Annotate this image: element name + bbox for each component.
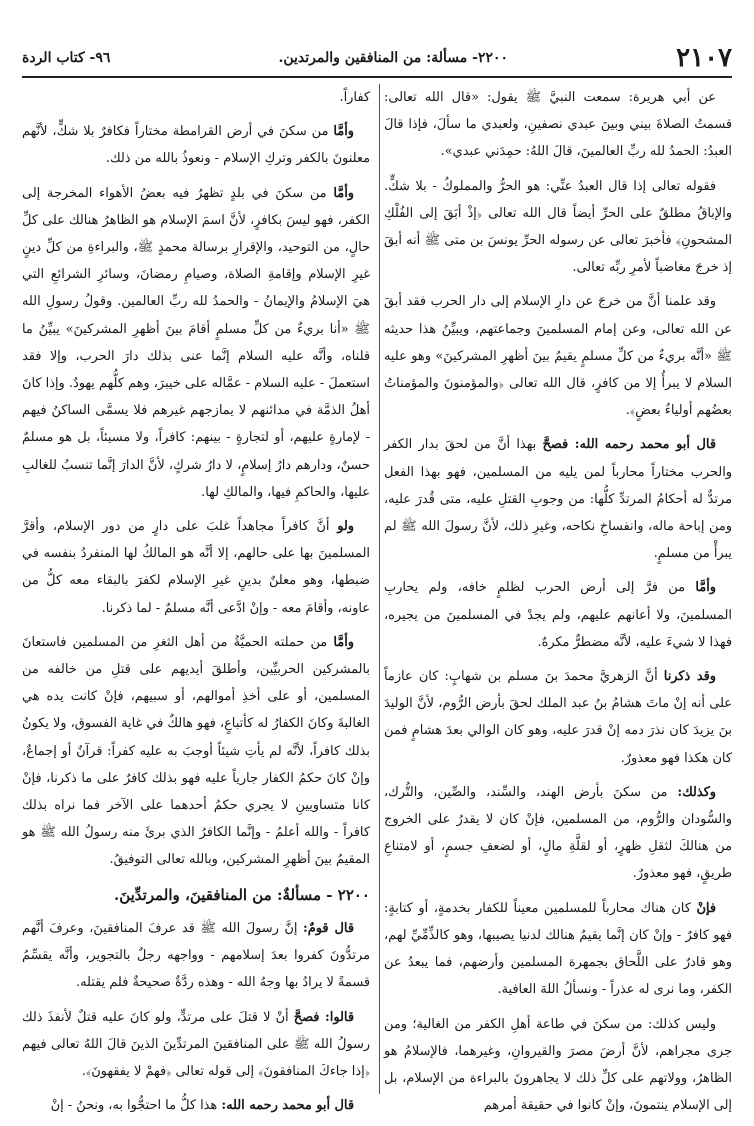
- paragraph: [384, 173, 732, 282]
- book-title: ٩٦- كتاب الردة: [22, 50, 111, 66]
- header-rule: [22, 76, 732, 78]
- paragraph-lead: قال قومٌ:: [303, 920, 354, 936]
- paragraph-text: فقوله تعالى إذا قال العبدُ عنِّي: هو الحرُّ والمملوكُ - بلا شكٍّ. والإباقُ مطلقٌ على الحرِّ أيضاً قال الله تعالى ﴿إذْ أبَقَ إلى الفُلْكِ المشحونِ﴾ فأخبرَ تعالى عن رسوله الحرِّ يونسَ بن متى ﷺ أنه أبقَ إذ خرجَ مغاضباً لأمرِ ربِّه تعالى.: [384, 178, 732, 276]
- paragraph: [384, 663, 732, 772]
- paragraph-lead: وقد ذكرنا: [663, 669, 716, 685]
- paragraph-text: من فرَّ إلى أرض الحرب لظلمٍ خافه، ولم يحاربِ المسلمينَ، ولا أعانهم عليهم، ولم يجدْ في المسلمينَ من يجيره، فهذا لا شيءَ عليه، لأنَّه مضطرٌّ مكرهٌ.: [384, 580, 732, 650]
- paragraph: [22, 1004, 370, 1086]
- paragraph: [22, 915, 370, 997]
- paragraph-text: وقد علمنا أنَّ من خرجَ عن دارِ الإسلام إلى دار الحرب فقد أبقَ عن الله تعالى، وعن إمام المسلمينَ وجماعتهم، ويبيِّنُ هذا حديثه ﷺ «أنَّه بريءٌ من كلِّ مسلمٍ يقيمُ بينَ أظهرِ المشركينَ» وهو عليه السلام لا يبرأُ إلا من كافرٍ، قال الله تعالى ﴿والمؤمنونَ والمؤمناتُ بعضُهم أولياءُ بعضٍ﴾.: [384, 294, 732, 419]
- paragraph-lead: قالوا: فصحَّ: [293, 1009, 354, 1025]
- paragraph-lead: قال أبو محمد رحمه الله: فصحَّ: [542, 437, 716, 453]
- paragraph-text: من المنافقينَ، والمرتدِّينَ.: [113, 885, 277, 904]
- paragraph-text: كفاراً.: [339, 90, 370, 105]
- paragraph-text: بهذا أنَّ من لحقَ بدار الكفر والحرب مختاراً محارباً لمن يليه من المسلمين، فهو بهذا الفعل مرتدٌّ له أحكامُ المرتدِّ كلُّها: من وجوبِ القتلِ عليه، متى قُدرَ عليه، ومن إباحة ماله، وانفساخِ نكاحه، وغيرِ ذلك، لأنَّ رسولَ الله ﷺ لم يبرأْ من مسلمٍ.: [384, 437, 732, 562]
- paragraph-text: من سكنَ بأرض الهند، والسِّند، والصِّين، والتُّرك، والسُّودان والرُّوم، من المسلمين، فإنْ كان لا يقدرُ على الخروج من هنالكَ لثقلِ ظهرٍ، أو لقلَّةِ مالٍ، أو لضعفِ جسمٍ، أو لامتناعِ طريقٍ، فهو معذورٌ.: [384, 784, 732, 882]
- paragraph-lead: ٢٢٠٠ - مسألةٌ:: [276, 885, 370, 904]
- paragraph-text: أنْ لا قتلَ على مرتدٍّ، ولو كانَ عليه قتلٌ لأنفذَ ذلك رسولُ الله ﷺ على المنافقينَ المرتدِّينَ الذينَ قالَ اللهُ تعالى فيهم ﴿إذا جاءكَ المنافقونَ﴾ إلى قوله تعالى ﴿فهمْ لا يفقهونَ﴾.: [22, 1009, 370, 1079]
- paragraph-lead: ولو: [337, 519, 354, 535]
- paragraph-lead: وأمَّا: [333, 124, 354, 140]
- paragraph-lead: وأمَّا: [695, 580, 716, 596]
- paragraph: [384, 574, 732, 656]
- paragraph-text: وليس كذلك: من سكنَ في طاعة أهلِ الكفر من الغالية؛ ومن جرى مجراهم، لأنَّ أرضَ مصرَ والقيروانِ، وغيرهما، فالإسلامُ هو الظاهرُ، وولاتهم على كلِّ ذلك لا يجاهرونَ بالبراءة من الإسلام، بل إلى الإسلام ينتمونَ، وإنْ كانوا في حقيقة أمرهم: [384, 1016, 732, 1114]
- paragraph: [22, 629, 370, 874]
- paragraph-lead: وأمَّا: [333, 634, 354, 650]
- paragraph: [384, 1011, 732, 1120]
- paragraph: [384, 288, 732, 424]
- paragraph-text: هذا كلُّ ما احتجُّوا به، ونحنُ - إنْ: [50, 1098, 222, 1114]
- column-separator: [379, 84, 380, 1094]
- paragraph-text: كان هناك محارباً للمسلمين معيناً للكفار بخدمةٍ، أو كتابةٍ: فهو كافرٌ - وإنْ كان إنَّما يقيمُ هنالك لدنيا يصيبها، وهو كالذِّمِّيِّ لهم، وهو قادرٌ على اللَّحاق بجمهرة المسلمين وأرضهم، فما يبعدُ عن الكفر، وما نرى له عذراً - ونسألُ اللهَ العافية.: [384, 900, 732, 998]
- paragraph: [22, 118, 370, 172]
- paragraph-lead: وأمَّا: [333, 185, 354, 201]
- paragraph-text: إنَّ رسولَ الله ﷺ قد عرفَ المنافقينَ، وعرفَ أنَّهم مرتدُّونَ كفروا بعدَ إسلامهم - وواجهه رجلٌ بالتجوير، وأنَّه يقسِّمُ قسمةً لا يرادُ بها وجهُ الله - وهذه ردَّةٌ صحيحةٌ فلم يقتله.: [22, 920, 370, 991]
- paragraph: [22, 84, 370, 111]
- paragraph: [384, 895, 732, 1004]
- paragraph-text: من سكنَ في أرض القرامطة مختاراً فكافرٌ بلا شكٍّ، لأنَّهم معلنونَ بالكفر وتركِ الإسلام - ونعوذُ بالله من ذلك.: [22, 124, 370, 167]
- paragraph-text: عن أبي هريرة: سمعت النبيَّ ﷺ يقول: «قال الله تعالى: قسمتُ الصلاةَ بيني وبينَ عبدي نصفينِ، ولعبدي ما سألَ، فإذا قالَ العبدُ: الحمدُ لله ربِّ العالمينَ، قالَ اللهُ: حمِدَني عبدي».: [384, 90, 732, 160]
- paragraph-text: أنَّ كافراً مجاهداً غلبَ على دارٍ من دور الإسلام، وأقرَّ المسلمينَ بها على حالهم، إلا أنَّه هو المالكُ لها المنفردُ بنفسه في ضبطها، وهو معلنٌ بدينٍ غيرِ الإسلام لكفرَ بالبقاء معه كلُّ من عاونه، وأقامَ معه - وإنْ ادَّعى أنَّه مسلمٌ - لما ذكرنا.: [22, 519, 370, 616]
- paragraph-lead: وكذلك:: [677, 784, 716, 800]
- paragraph-text: من سكنَ في بلدٍ تظهرُ فيه بعضُ الأهواء المخرجة إلى الكفر، فهو ليسَ بكافرٍ، لأنَّ اسمَ الإسلام هو الظاهرُ هنالك على كلِّ حالٍ، من التوحيد، والإقرارِ برسالة محمدٍ ﷺ، والبراءةِ من كلِّ دينٍ غيرِ الإسلام وإقامةِ الصلاة، وصيامِ رمضانَ، وسائرِ الشرائعِ التي هيَ الإسلامُ والإيمانُ - والحمدُ لله ربِّ العالمين. وقولُ رسولِ الله ﷺ «أنا بريءٌ من كلِّ مسلمٍ أقامَ بينَ أظهرِ المشركينَ» يبيِّنُ ما قلناه، وأنَّه عليه السلام إنَّما عنى بذلك دارَ الحرب، وإلا فقد استعملَ - عليه السلام - عمَّاله على خيبرَ، وهم كلُّهم يهودٌ. وإذا كانَ أهلُ الذمَّة في مدائنهم لا يمازجهم غيرهم فلا يسمَّى الساكنُ فيهم - لإمارةٍ عليهم، أو لتجارةٍ - بينهم: كافراً، ولا مسيئاً، بل هو مسلمٌ حسنٌ، ودارهم دارُ إسلامٍ، لا دارُ شركٍ، لأنَّ الدارَ إنَّما تنسبُ للغالبِ عليها، والحاكمِ فيها، والمالكِ لها.: [22, 185, 370, 500]
- right-column: [384, 84, 732, 1126]
- paragraph: [22, 180, 370, 506]
- page-header: [22, 44, 732, 72]
- paragraph: [22, 513, 370, 622]
- paragraph: [384, 431, 732, 567]
- paragraph-lead: فإنْ: [696, 900, 716, 916]
- paragraph: [384, 779, 732, 888]
- paragraph-lead: قال أبو محمد رحمه الله:: [221, 1098, 354, 1114]
- section-heading: [22, 882, 370, 909]
- running-title: ٢٢٠٠- مسألة: من المنافقين والمرتدين.: [278, 50, 509, 66]
- paragraph-text: من حملته الحميَّةُ من أهل الثغرِ من المسلمين فاستعانَ بالمشركين الحربيِّين، وأطلقَ أيديهم على قتلِ من خالفه من المسلمين، أو على أخذِ أموالهم، أو سبيهم، فإنْ كانت يده هي الغالبةَ وكانَ الكفارُ له كأتباعٍ، فهو هالكٌ في غاية الفسوق، ولا يكونُ بذلك كافراً، لأنَّه لم يأتِ شيئاً أوجبَ به عليه كفراً: قرآنٌ أو إجماعٌ، وإنْ كانَ حكمُ الكفار جارياً عليه فهو بذلك كافرٌ على ما ذكرنا، فإنْ كانا متساويينِ لا يجري حكمُ أحدهما على الآخر فما نراه بذلك كافراً - والله أعلمُ - وإنَّما الكافرُ الذي برئَ منه رسولُ الله ﷺ هو المقيمُ بينَ أظهرِ المشركين، وبالله تعالى التوفيقُ.: [22, 634, 370, 868]
- paragraph-text: أنَّ الزهريَّ محمدَ بنَ مسلم بن شهابٍ: كان عازماً على أنه إنْ ماتَ هشامُ بنُ عبد الملك لحقَ بأرض الرُّوم، لأنَّ الوليدَ بنَ يزيدَ كان نذرَ دمه إنْ قدرَ عليه، وهو كان الوالي بعدَ هشامٍ فمن كان هكذا فهو معذورٌ.: [384, 669, 732, 766]
- paragraph: [384, 84, 732, 166]
- left-column: [22, 84, 370, 1126]
- page-number: ٢١٠٧: [676, 43, 732, 73]
